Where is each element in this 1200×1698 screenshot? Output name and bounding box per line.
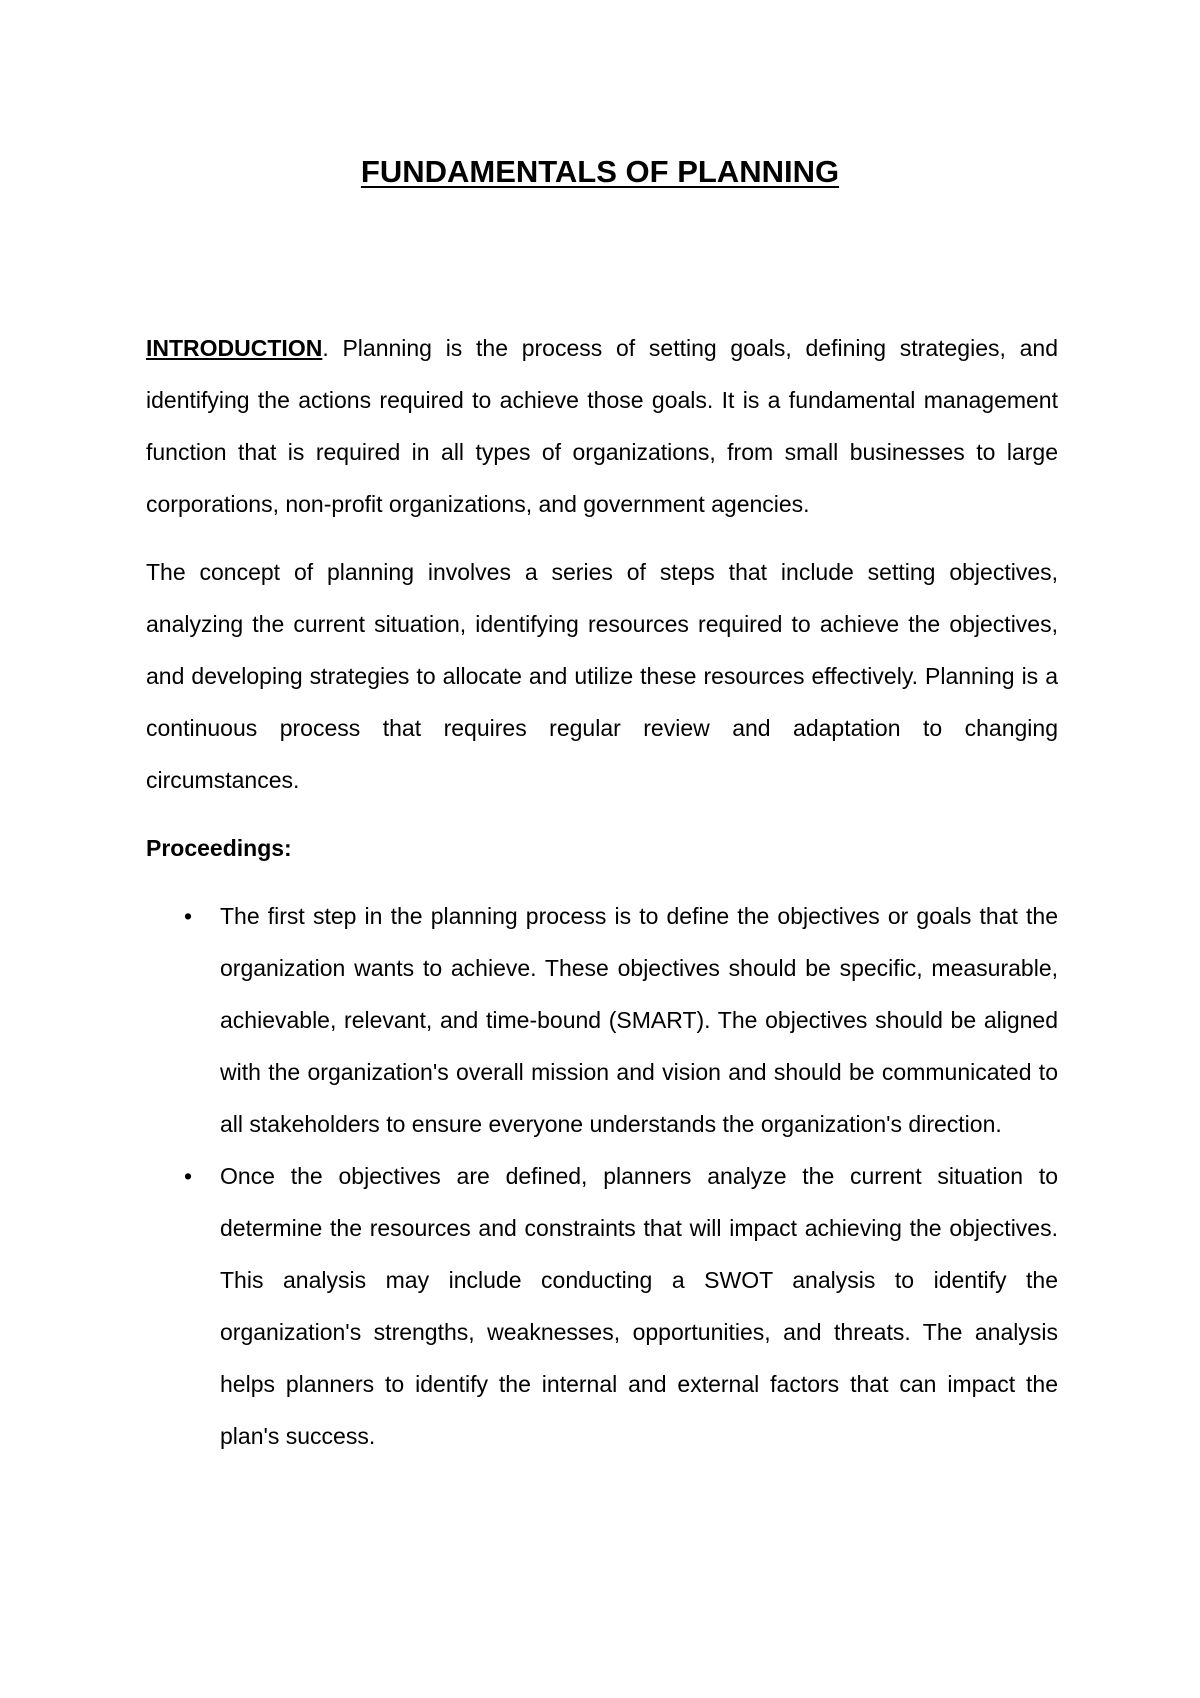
- bullet-icon: •: [184, 903, 193, 929]
- list-item-text: Once the objectives are defined, planners analyze the current situation to determine the resources and constraints that will impact achieving the objectives. This analysis may include conducting a SWOT analysis to identify the organization's strengths, weaknesses, opportunities, and threats. The analysis helps planners to identify the internal and external factors that can impact the plan's success.: [220, 1163, 1058, 1449]
- page-title: FUNDAMENTALS OF PLANNING: [360, 154, 840, 189]
- bullet-icon: •: [184, 1163, 193, 1189]
- list-item-text: The first step in the planning process is to define the objectives or goals that the organization wants to achieve. These objectives should be specific, measurable, achievable, relevant, and time-bound (SMART). The objectives should be aligned with the organization's overall mission and vision and should be communicated to all stakeholders to ensure everyone understands the organization's direction.: [220, 903, 1058, 1137]
- list-item: [146, 1150, 1058, 1462]
- introduction-paragraph: [146, 322, 1058, 530]
- concept-paragraph: The concept of planning involves a series of steps that include setting objectives, analyzing the current situation, identifying resources required to achieve the objectives, and developing strategies to allocate and utilize these resources effectively. Planning is a continuous process that requires regular review and adaptation to changing circumstances.: [146, 559, 1058, 793]
- introduction-lead: INTRODUCTION: [146, 335, 323, 361]
- document-body: [146, 322, 1058, 1462]
- proceedings-heading: Proceedings:: [146, 835, 292, 861]
- list-item: [146, 890, 1058, 1150]
- introduction-text: . Planning is the process of setting goals, defining strategies, and identifying the actions required to achieve those goals. It is a fundamental management function that is required in all types of organizations, from small businesses to large corporations, non-profit organizations, and government agencies.: [146, 335, 1058, 517]
- proceedings-list: [146, 890, 1058, 1462]
